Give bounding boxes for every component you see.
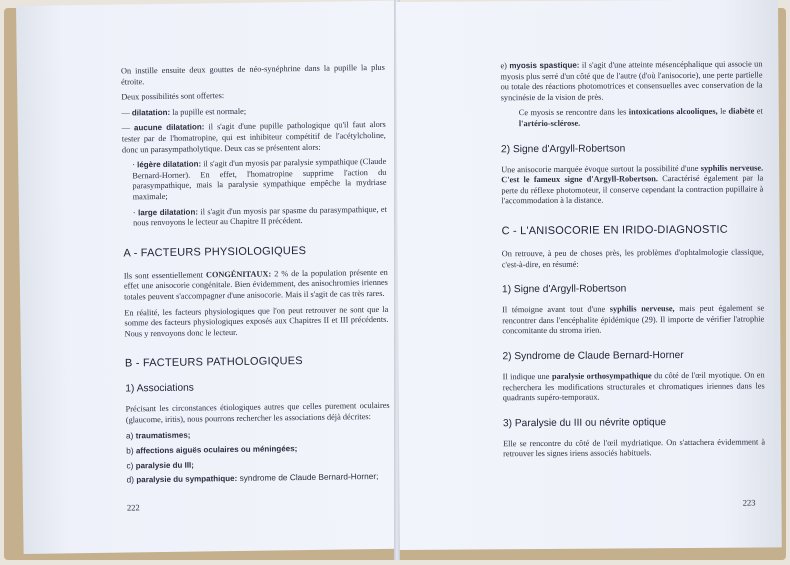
page-number-left: 222	[126, 502, 140, 513]
myosis-paragraph: Ce myosis se rencontre dans les intoxications alcooliques, le diabète et l'artério-sclérose.	[518, 106, 763, 129]
argyll-paragraph: Une anisocorie marquée évoque surtout la possibilité d'une syphilis nerveuse. C'est le fameux signe d'Argyll-Robertson. Caractérisé également par la perte du réflexe photomoteur, il conserve cependant la contraction pupillaire à l'accommodation à la distance.	[501, 163, 764, 206]
section-a-heading: A - FACTEURS PHYSIOLOGIQUES	[123, 244, 307, 260]
argyll-heading: 2) Signe d'Argyll-Robertson	[500, 142, 626, 155]
c3-paragraph: Elle se rencontre du côté de l'œil mydriatique. On s'attachera évidemment à retrouver les signes iriens associés habituels.	[503, 437, 766, 459]
possibilities-intro: Deux possibilités sont offertes:	[121, 91, 225, 102]
c2-heading: 2) Syndrome de Claude Bernard-Horner	[502, 349, 684, 363]
item-e-paragraph: e) myosis spastique: il s'agit d'une atteinte mésencéphalique qui associe un myosis plus serré d'un côté que de l'autre (d'où l'anisocorie), une perte partielle ou totale des réactions photomotrices et consensuelles avec conservation de la syncinésie de la vision de près.	[500, 59, 763, 103]
option-no-dilatation: — aucune dilatation: il s'agit d'une pupille pathologique qu'il faut alors tester par de l'homatropine, qui est inhibiteur compétitif de l'acétylcholine, donc un parasympatholytique. Deux cas se présentent alors:	[121, 120, 386, 155]
list-item: d) paralysie du sympathique: syndrome de Claude Bernard-Horner;	[126, 471, 379, 485]
c3-heading: 3) Paralysie du III ou névrite optique	[502, 416, 667, 429]
c2-paragraph: Il indique une paralysie orthosympathique du côté de l'œil myotique. On en recherchera les modifications structurales et chromatiques iriennes dans les quadrants supéro-temporaux.	[502, 370, 765, 403]
option-dilatation: — dilatation: la pupille est normale;	[121, 106, 247, 118]
list-item: a) traumatismes;	[125, 430, 191, 441]
list-item: c) paralysie du III;	[126, 460, 194, 471]
c1-heading: 1) Signe d'Argyll-Robertson	[501, 283, 627, 296]
page-number-right: 223	[742, 497, 756, 508]
section-b-heading: B - FACTEURS PATHOLOGIQUES	[124, 355, 303, 370]
associations-heading: 1) Associations	[125, 382, 194, 395]
physiological-paragraph-2: En réalité, les facteurs physiologiques que l'on peut retrouver ne sont que la somme des facteurs physiologiques exposés aux Chapitres II et III précédents. Nous y renvoyons donc le lecteur.	[124, 304, 389, 339]
case-light-dilatation: · légère dilatation: il s'agit d'un myosis par paralysie sympathique (Claude Bernard-Horner). En effet, l'homatropine supprime l'action du parasympathique, mais la paralysie sympathique empêche la mydriase maximale;	[132, 157, 387, 202]
left-page	[16, 1, 406, 554]
associations-list	[126, 427, 391, 486]
intro-paragraph: On instille ensuite deux gouttes de néo-synéphrine dans la pupille la plus étroite.	[120, 62, 385, 87]
section-c-intro: On retrouve, à peu de choses près, les problèmes d'ophtalmologie classique, c'est-à-dire, en résumé:	[501, 247, 764, 269]
associations-paragraph: Précisant les circonstances étiologiques autres que celles purement oculaires (glaucome, iritis), nous pourrons rechercher les associations déjà décrites:	[125, 401, 390, 425]
c1-paragraph: Il témoigne avant tout d'une syphilis nerveuse, mais peut également se rencontrer dans l'encéphalite épidémique (29). Il importe de vérifier l'atrophie concomitante du stroma irien.	[502, 303, 765, 336]
section-c-heading: C - L'ANISOCORIE EN IRIDO-DIAGNOSTIC	[501, 223, 728, 238]
case-large-dilatation: · large dilatation: il s'agit d'un myosis par spasme du parasympathique, et nous renvoyons le lecteur au Chapitre II précédent.	[132, 204, 387, 228]
list-item: b) affections aiguës oculaires ou méningées;	[126, 444, 298, 456]
right-page	[396, 0, 782, 550]
physiological-paragraph-1: Ils sont essentiellement CONGÉNITAUX: 2 % de la population présente en effet une anisocorie congénitale. Bien évidemment, des anisochromies iriennes totales peuvent s'accompagner d'une anisocorie. Mais il s'agit de cas très rares.	[123, 267, 388, 302]
